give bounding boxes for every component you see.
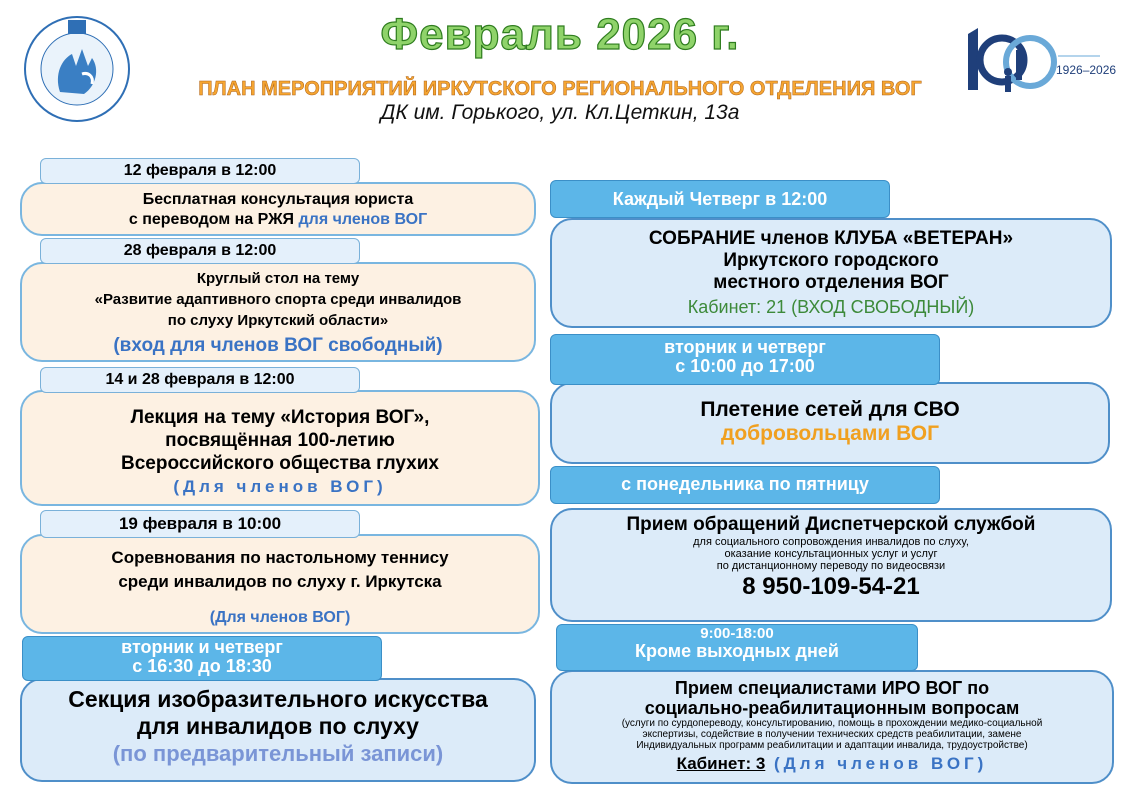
cabinet-number: Кабинет: 3 bbox=[676, 754, 766, 773]
event-card-dispatcher bbox=[550, 508, 1112, 622]
event-line: Бесплатная консультация юриста bbox=[142, 191, 414, 208]
event-card-veteran-club bbox=[550, 218, 1112, 328]
event-schedule-tab: Каждый Четверг в 12:00 bbox=[550, 180, 890, 218]
event-card-lecture bbox=[20, 390, 540, 506]
schedule-line: с 16:30 до 18:30 bbox=[132, 656, 272, 676]
event-schedule-tab bbox=[556, 624, 918, 671]
event-schedule-tab bbox=[22, 636, 382, 681]
address: ДК им. Горького, ул. Кл.Цеткин, 13а bbox=[380, 101, 740, 124]
event-line: Всероссийского общества глухих bbox=[121, 453, 439, 474]
phone-number: 8 950-109-54-21 bbox=[742, 573, 920, 600]
event-line: среди инвалидов по слуху г. Иркутска bbox=[118, 572, 442, 591]
event-card-net-weaving bbox=[550, 382, 1110, 464]
event-line: местного отделения ВОГ bbox=[713, 272, 949, 293]
event-note: добровольцами ВОГ bbox=[721, 422, 939, 445]
event-line: Лекция на тему «История ВОГ», bbox=[130, 407, 430, 428]
event-card-rehabilitation bbox=[550, 670, 1114, 784]
event-card-legal-consultation bbox=[20, 182, 536, 236]
event-schedule-tab: с понедельника по пятницу bbox=[550, 466, 940, 504]
event-detail: (услуги по сурдопереводу, консультированию, помощь в прохождении медико-социальной bbox=[621, 718, 1043, 729]
event-line: Прием специалистами ИРО ВОГ по bbox=[674, 678, 990, 698]
page-subtitle: ПЛАН МЕРОПРИЯТИЙ ИРКУТСКОГО РЕГИОНАЛЬНОГО ОТДЕЛЕНИЯ ВОГ bbox=[198, 78, 922, 100]
schedule-line: Кроме выходных дней bbox=[635, 641, 839, 661]
event-detail: для социального сопровождения инвалидов по слуху, bbox=[693, 536, 969, 548]
event-detail: экспертизы, содействие в получении технических средств реабилитации, замене bbox=[642, 729, 1022, 740]
event-line: «Развитие адаптивного спорта среди инвалидов bbox=[94, 291, 462, 308]
event-date-tab: 19 февраля в 10:00 bbox=[40, 510, 360, 538]
event-note: (Для членов ВОГ) bbox=[209, 609, 351, 626]
event-audience: для членов ВОГ bbox=[298, 211, 428, 228]
event-line: Иркутского городского bbox=[723, 250, 939, 271]
event-date-tab: 12 февраля в 12:00 bbox=[40, 158, 360, 184]
hands-logo-icon bbox=[22, 14, 132, 124]
schedule-line: вторник и четверг bbox=[664, 337, 826, 357]
event-note: Кабинет: 21 (ВХОД СВОБОДНЫЙ) bbox=[687, 297, 975, 317]
event-line: Соревнования по настольному теннису bbox=[111, 548, 449, 567]
event-line: Прием обращений Диспетчерской службой bbox=[626, 514, 1036, 535]
event-detail: Индивидуальных программ реабилитации и адаптации инвалида, трудоустройстве) bbox=[636, 740, 1028, 751]
event-note: (Для членов ВОГ) bbox=[765, 754, 988, 773]
event-line: по слуху Иркутский области» bbox=[167, 312, 389, 329]
schedule-line: с 10:00 до 17:00 bbox=[675, 356, 815, 376]
event-card-round-table bbox=[20, 262, 536, 362]
event-line: посвящённая 100-летию bbox=[165, 430, 395, 451]
event-card-art-section bbox=[20, 678, 536, 782]
event-date-tab: 28 февраля в 12:00 bbox=[40, 238, 360, 264]
event-line: для инвалидов по слуху bbox=[137, 713, 419, 739]
event-line: Секция изобразительного искусства bbox=[68, 686, 488, 712]
event-line: с переводом на РЖЯ bbox=[128, 211, 299, 228]
event-detail: оказание консультационных услуг и услуг bbox=[724, 548, 938, 560]
event-detail: по дистанционному переводу по видеосвязи bbox=[716, 560, 946, 572]
schedule-line: вторник и четверг bbox=[121, 637, 283, 657]
event-date-tab: 14 и 28 февраля в 12:00 bbox=[40, 367, 360, 393]
event-line: Плетение сетей для СВО bbox=[700, 398, 960, 421]
event-note: (вход для членов ВОГ свободный) bbox=[113, 335, 443, 356]
event-line: СОБРАНИЕ членов КЛУБА «ВЕТЕРАН» bbox=[648, 228, 1014, 249]
event-note: (Для членов ВОГ) bbox=[173, 477, 387, 496]
event-line: социально-реабилитационным вопросам bbox=[644, 698, 1020, 718]
event-line: Круглый стол на тему bbox=[196, 270, 360, 287]
event-schedule-tab bbox=[550, 334, 940, 385]
page-title: Февраль 2026 г. bbox=[380, 10, 740, 59]
event-card-table-tennis bbox=[20, 534, 540, 634]
logo-years-text: 1926–2026 bbox=[1056, 63, 1117, 77]
logo-vog-irkutsk bbox=[22, 14, 132, 124]
schedule-line: 9:00-18:00 bbox=[700, 625, 774, 642]
event-note: (по предварительный записи) bbox=[112, 741, 444, 766]
